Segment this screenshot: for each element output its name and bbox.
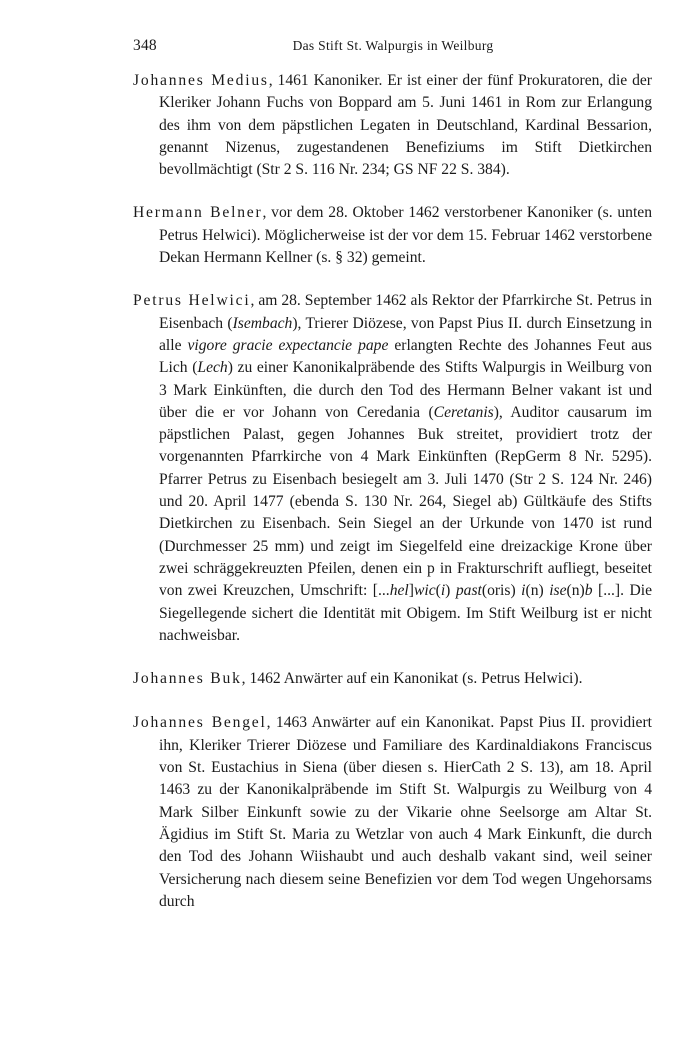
entry-text: ): [445, 582, 456, 600]
entry-text: , 1462 Anwärter auf ein Kanonikat (s. Petrus Helwici).: [241, 670, 583, 688]
page-number: 348: [133, 37, 157, 54]
page-header: [133, 37, 653, 57]
entry-text: erlangten Rechte des Johannes Feut aus Lich (: [159, 336, 652, 377]
entry-italic: vigore gracie expectancie pape: [187, 336, 389, 354]
entry-italic: past: [455, 582, 482, 600]
entry-text: ), Trierer Diözese, von Papst Pius II. durch Einsetzung in alle: [159, 314, 652, 354]
entry-italic: hel: [389, 582, 409, 600]
entry-text: (: [435, 582, 441, 600]
entry-name: Petrus Helwici: [133, 292, 251, 310]
entry-text: , vor dem 28. Oktober 1462 verstorbener Kanoniker (s. unten Petrus Helwici). Möglicherweise ist der vor dem 15. Februar 1462 verstorbene Dekan Hermann Kellner (s. § 32) gemeint.: [159, 204, 653, 267]
entry-name: Johannes Medius: [133, 72, 269, 89]
entry-johannes-medius: [133, 70, 652, 181]
entry-text: ]: [408, 582, 414, 600]
entry-text: , 1461 Kanoniker. Er ist einer der fünf Prokuratoren, die der Kleriker Johann Fuchs von Boppard am 5. Juni 1461 in Rom zur Erlangung des ihm von dem päpstlichen Legaten in Deutschland, Kardinal Bessarion, genannt Nizenus, zugestandenen Benefiziums im Stift Dietkirchen bevollmächtigt (Str 2 S. 116 Nr. 234; GS NF 22 S. 384).: [159, 72, 652, 179]
entry-italic: Lech: [197, 359, 228, 377]
entry-text: (oris): [481, 582, 522, 600]
body-text: [133, 70, 652, 934]
entry-italic: i: [521, 582, 526, 600]
entry-italic: i: [440, 582, 446, 600]
entry-italic: Isembach: [232, 314, 293, 332]
entry-johannes-buk: [133, 668, 652, 690]
entry-text: , am 28. September 1462 als Rektor der Pfarrkirche St. Petrus in Eisenbach (: [159, 292, 652, 332]
entry-text: (n): [566, 582, 585, 600]
entry-hermann-belner: [133, 202, 652, 269]
entry-text: ) zu einer Kanonikalpräbende des Stifts Walpurgis in Weilburg von 3 Mark Einkünften, die durch den Tod des Hermann Belner vakant ist und über die er vor Johann von Ceredania (: [159, 359, 653, 421]
entry-text: (n): [525, 582, 550, 600]
entry-text: ), Auditor causarum im päpstlichen Palast, gegen Johannes Buk streitet, providiert trotz der vorgenannten Pfarrkirche von 4 Mark Einkünften (RepGerm 8 Nr. 5295). Pfarrer Petrus zu Eisenbach besiegelt am 3. Juli 1470 (Str 2 S. 124 Nr. 246) und 20. April 1477 (ebenda S. 130 Nr. 264, Siegel ab) Gültkäufe des Stifts Dietkirchen zu Eisenbach. Sein Siegel an der Urkunde von 1470 ist rund (Durchmesser 25 mm) und zeigt im Siegelfeld eine dreizackige Krone über zwei schräggekreuzten Pfeilen, denen ein p in Frakturschrift aufliegt, beseitet von zwei Kreuzchen, Umschrift: [...: [159, 403, 652, 600]
entry-petrus-helwici: [133, 290, 652, 647]
entry-johannes-bengel: [133, 712, 652, 913]
entry-italic: b: [584, 582, 593, 600]
entry-italic: wic: [413, 582, 436, 600]
running-title: Das Stift St. Walpurgis in Weilburg: [292, 38, 494, 53]
entry-name: Johannes Bengel: [133, 714, 267, 732]
entry-text: , 1463 Anwärter auf ein Kanonikat. Papst Pius II. providiert ihn, Kleriker Trierer Diözese und Familiare des Kardinaldiakons Franciscus von St. Eustachius in Siena (über diesen s. HierCath 2 S. 13), am 18. April 1463 zu der Kanonikalpräbende im Stift St. Walpurgis zu Weilburg von 4 Mark Silber Einkunft sowie zu der Vikarie ohne Seelsorge am Altar St. Ägidius im Stift St. Maria zu Wetzlar von auch 4 Mark Einkunft, die durch den Tod des Johann Wiishaubt und auch deshalb vakant sind, weil seiner Versicherung nach diesem seine Benefizien vor dem Tod wegen Ungehorsams durch: [159, 714, 652, 910]
entry-name: Hermann Belner: [133, 204, 263, 222]
entry-text: [...]. Die Siegellegende sichert die Identität mit Obigem. Im Stift Weilburg ist er nicht nachweisbar.: [159, 582, 652, 644]
entry-name: Johannes Buk: [133, 670, 242, 688]
entry-italic: ise: [549, 582, 567, 600]
entry-italic: Ceretanis: [433, 403, 494, 421]
